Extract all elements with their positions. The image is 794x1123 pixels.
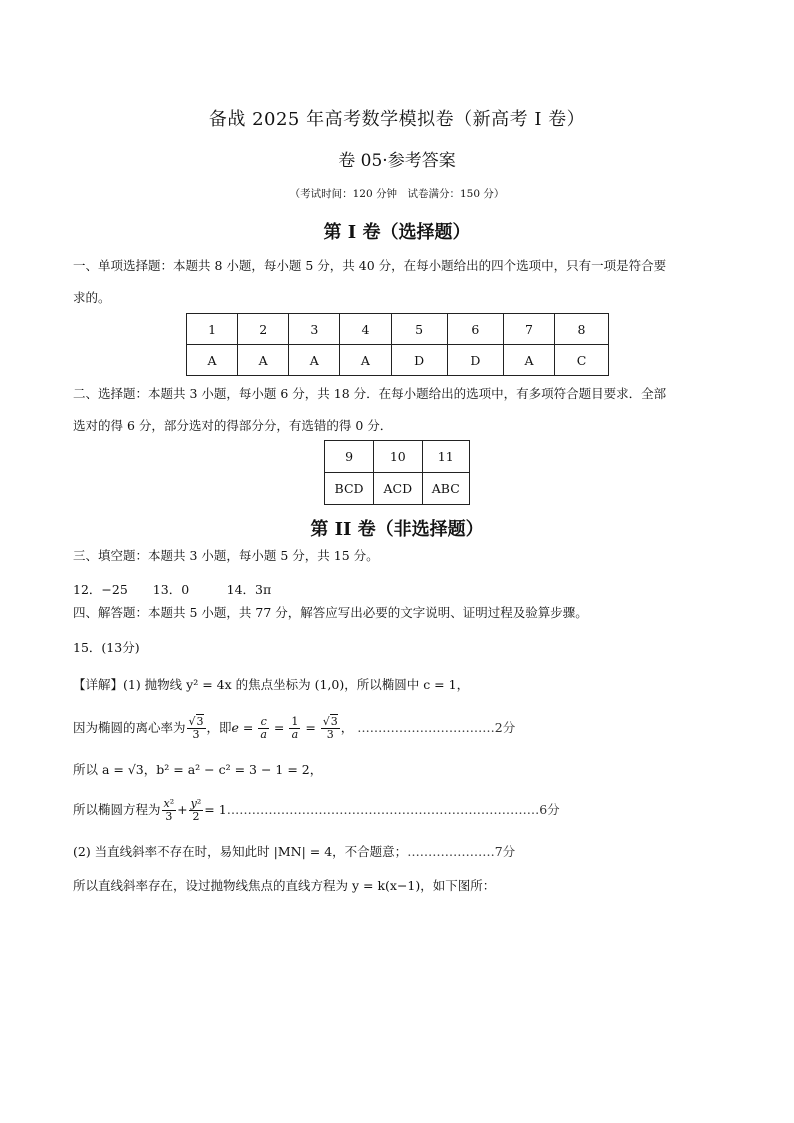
question-number: 7	[503, 314, 554, 345]
table-row	[187, 314, 609, 345]
fill-blank-intro: 三、填空题：本题共 3 小题，每小题 5 分，共 15 分。	[73, 548, 379, 563]
single-choice-intro-line1: 一、单项选择题：本题共 8 小题，每小题 5 分，共 40 分，在每小题给出的四个选项中，只有一项是符合要	[73, 258, 667, 273]
question-number: 8	[555, 314, 609, 345]
fraction-sqrt3-over-3-b: $\frac{√3}{3}$	[322, 715, 338, 741]
part2-heading: 第 II 卷（非选择题）	[310, 519, 484, 540]
vertical-line-case: (2) 当直线斜率不存在时，易知此时 |MN| = 4，不合题意；	[73, 844, 408, 859]
question-number: 9	[325, 441, 374, 473]
solution-line-4: 所以椭圆方程为 $\frac{\text{x²}}{3}$ + $\frac{\text{y²}}{2}$ = 1…………………………………………………………………6分	[73, 797, 560, 823]
answer-cell: A	[340, 345, 391, 376]
part1-heading: 第 I 卷（选择题）	[323, 222, 471, 243]
question-15-label: 15．(13分)	[73, 640, 140, 655]
exam-title: 备战 2025 年高考数学模拟卷（新高考 I 卷）	[208, 109, 586, 130]
question-number: 2	[238, 314, 289, 345]
table-row	[325, 441, 470, 473]
answer-cell: D	[391, 345, 447, 376]
question-number: 3	[289, 314, 340, 345]
question-number: 5	[391, 314, 447, 345]
eccentricity-text-2: ，即	[206, 720, 232, 735]
answer-subtitle: 卷 05·参考答案	[338, 151, 456, 171]
solution-intro: 四、解答题：本题共 5 小题，共 77 分，解答应写出必要的文字说明、证明过程及验算步骤。	[73, 605, 588, 620]
multi-choice-intro-line2: 选对的得 6 分，部分选对的得部分分，有选错的得 0 分．	[73, 418, 393, 433]
table-row	[325, 473, 470, 505]
fill-blank-answers: 12．−25 13．0 14．3π	[73, 582, 272, 597]
answer-cell: A	[503, 345, 554, 376]
answer-cell: A	[289, 345, 340, 376]
score-marker-7: …………………7分	[407, 844, 516, 859]
fraction-x2-over-3: $\frac{\text{x²}}{3}$	[163, 797, 175, 823]
ellipse-equation-rhs: = 1	[204, 802, 227, 817]
answer-cell: A	[238, 345, 289, 376]
multi-choice-answer-table	[324, 440, 470, 505]
answer-cell: BCD	[325, 473, 374, 505]
answer-cell: ABC	[422, 473, 469, 505]
answer-cell: C	[555, 345, 609, 376]
single-choice-intro-line2: 求的。	[73, 290, 111, 305]
ellipse-equation-text: 所以椭圆方程为	[73, 802, 161, 817]
question-number: 11	[422, 441, 469, 473]
solution-line-6: 所以直线斜率存在，设过抛物线焦点的直线方程为 y = k(x−1)，如下图所：	[73, 878, 496, 893]
eccentricity-text-3: ，	[340, 720, 354, 735]
answer-cell: D	[447, 345, 503, 376]
fraction-1-over-a: $\frac{1}{a}$	[291, 715, 299, 741]
table-row	[187, 345, 609, 376]
solution-line-1: 【详解】(1) 抛物线 y² = 4x 的焦点坐标为 (1,0)，所以椭圆中 c = 1，	[73, 677, 470, 692]
question-number: 10	[374, 441, 422, 473]
solution-line-3: 所以 a = √3，b² = a² − c² = 3 − 1 = 2，	[73, 762, 323, 777]
eccentricity-text: 因为椭圆的离心率为	[73, 720, 186, 735]
answer-cell: ACD	[374, 473, 422, 505]
solution-line-5	[73, 844, 515, 860]
fraction-c-over-a: $\frac{c}{a}$	[260, 715, 267, 741]
answer-cell: A	[187, 345, 238, 376]
multi-choice-intro-line1: 二、选择题：本题共 3 小题，每小题 6 分，共 18 分．在每小题给出的选项中，有多项符合题目要求．全部	[73, 386, 667, 401]
question-number: 6	[447, 314, 503, 345]
exam-info: （考试时间：120 分钟 试卷满分：150 分）	[289, 188, 505, 200]
single-choice-answer-table	[186, 313, 609, 376]
question-number: 4	[340, 314, 391, 345]
fraction-sqrt3-over-3: $\frac{√3}{3}$	[188, 715, 204, 741]
fraction-y2-over-2: $\frac{\text{y²}}{2}$	[190, 797, 202, 823]
score-marker-6: …………………………………………………………………6分	[226, 802, 560, 817]
solution-line-2: 因为椭圆的离心率为 $\frac{√3}{3}$ ，即e = $\frac{c}{a}$ = $\frac{1}{a}$ = $\frac{√3}{3}$ ， ……………………………2分	[73, 715, 516, 741]
score-marker-2: ……………………………2分	[357, 720, 516, 735]
question-number: 1	[187, 314, 238, 345]
